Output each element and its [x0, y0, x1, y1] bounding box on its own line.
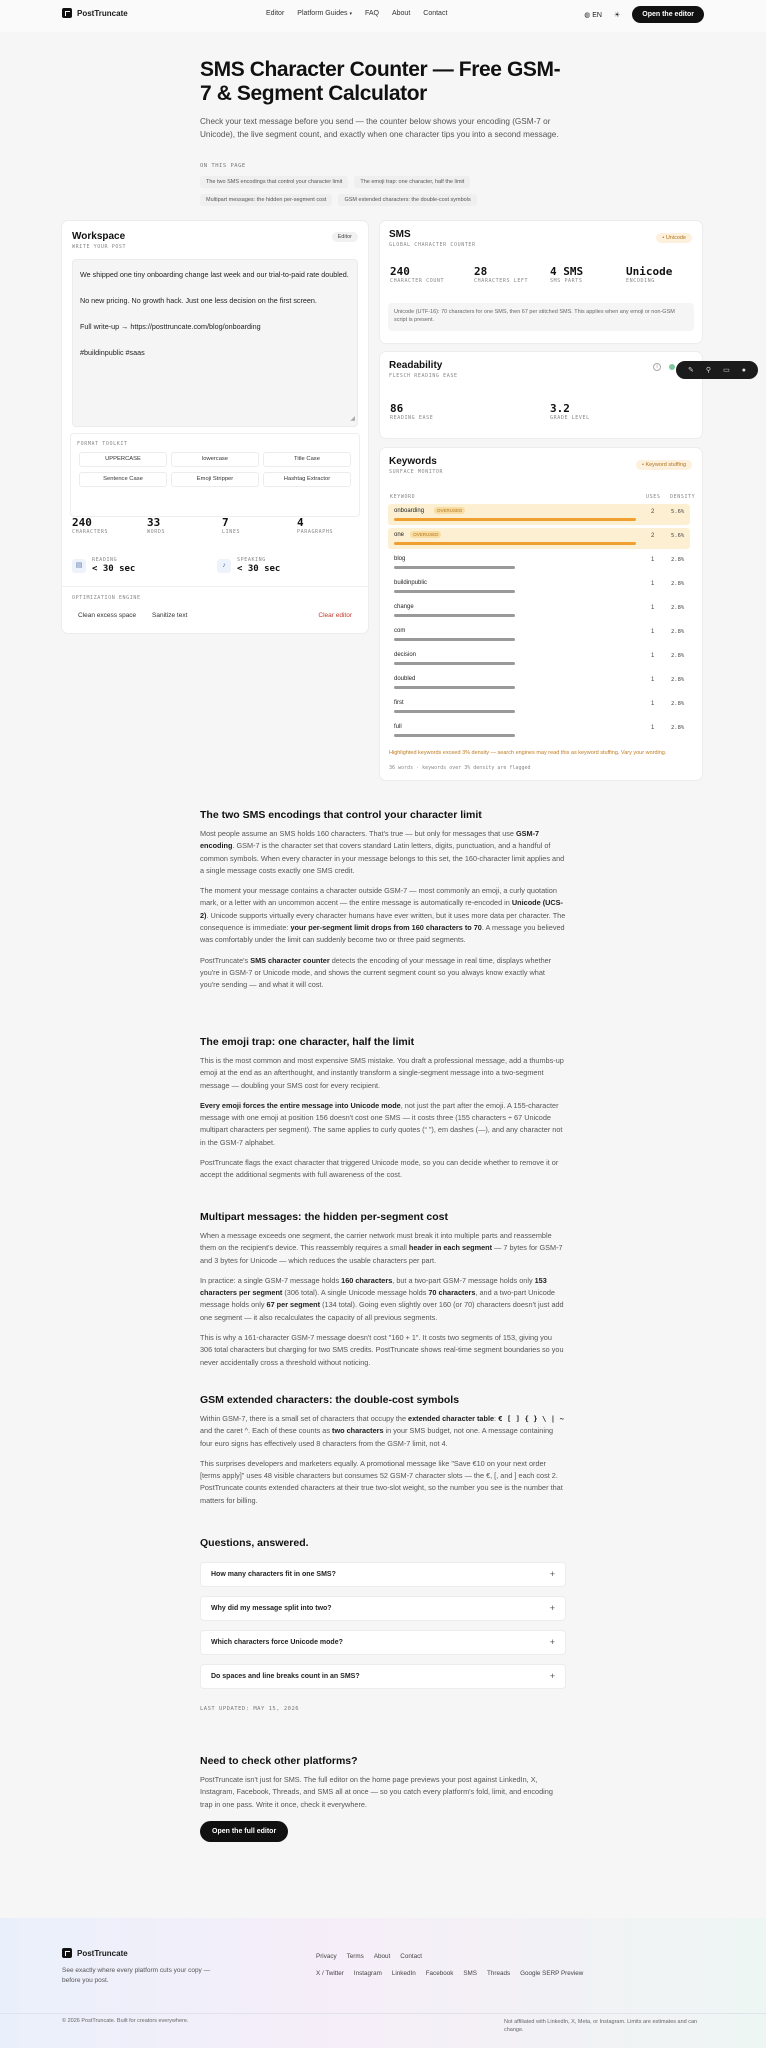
article-section-extended: [200, 1394, 566, 1515]
sms-stat: [550, 265, 583, 284]
post-line: We shipped one tiny onboarding change last week and our trial-to-paid rate doubled.: [80, 270, 349, 279]
stat-label: READING EASE: [390, 415, 434, 421]
section-heading: Multipart messages: the hidden per-segment cost: [200, 1211, 448, 1223]
format-toolkit: [70, 433, 360, 517]
stat-label: CHARACTERS: [72, 529, 109, 535]
stat-value: 4: [297, 516, 304, 529]
paragraph: PostTruncate flags the exact character that triggered Unicode mode, so you can decide whether to remove it or accept the additional segments with full awareness of the cost.: [200, 1158, 559, 1180]
hashtag-extractor-button[interactable]: Hashtag Extractor: [263, 472, 351, 487]
bold-text: extended character table: [408, 1414, 495, 1423]
keyword-density: 2.8%: [671, 701, 685, 707]
resize-handle-icon[interactable]: ◢: [350, 416, 355, 422]
last-updated: LAST UPDATED: MAY 15, 2026: [200, 1706, 300, 1712]
stat-value: 240: [390, 265, 410, 278]
sms-stat: [626, 265, 672, 284]
page-title: SMS Character Counter — Free GSM-7 & Segment Calculator: [200, 58, 561, 105]
text: in your SMS budget, not one. A message containing four euro signs has effectively used 8 characters from the GSM-7 limit, not 4.: [200, 1426, 554, 1448]
post-line: No new pricing. No growth hack. Just one less decision on the first screen.: [80, 296, 317, 305]
toc-link[interactable]: The emoji trap: one character, half the limit: [354, 176, 470, 188]
logo-icon: [62, 8, 72, 18]
stat-value: Unicode: [626, 265, 673, 278]
stat-label: GRADE LEVEL: [550, 415, 590, 421]
stat-label: WORDS: [147, 529, 166, 535]
keyword-word: buildinpublic: [394, 580, 428, 586]
footer-link-google-serp[interactable]: Google SERP Preview: [520, 1970, 584, 1977]
column-keyword: KEYWORD: [390, 494, 416, 500]
post-line-blank: [80, 333, 350, 346]
text: — 7 bytes for GSM-7 and 3 bytes for Unicode — which reduces the usable characters per part.: [200, 1243, 563, 1265]
text: (306 total). A single Unicode message holds: [282, 1288, 429, 1298]
keyword-uses: 1: [651, 653, 655, 659]
article-section-emoji: [200, 1036, 566, 1190]
keyword-density: 2.8%: [671, 677, 685, 683]
bold-text: two characters: [332, 1426, 384, 1436]
cta-text: PostTruncate isn't just for SMS. The full editor on the home page previews your post against LinkedIn, X, Instagram, Facebook, Threads, and SMS all at once — so you catch every platform's fold, limit, and encoding trap in one pass. Write it once, check it everywhere.: [200, 1775, 553, 1809]
toc-link[interactable]: GSM extended characters: the double-cost symbols: [338, 194, 476, 206]
open-full-editor-button[interactable]: Open the full editor: [200, 1821, 288, 1842]
bold-text: header in each segment: [408, 1243, 493, 1253]
workspace-card: [62, 221, 368, 633]
text: . Unicode supports virtually every character humans have ever written, but it uses more data per character. The consequence is immediate:: [200, 910, 566, 933]
unicode-badge: • Unicode: [656, 233, 692, 243]
section-heading: GSM extended characters: the double-cost symbols: [200, 1394, 460, 1406]
stat-label: SMS PARTS: [550, 278, 583, 284]
overused-tag: OVERUSED: [410, 531, 441, 538]
text: The moment your message contains a character outside GSM-7 — most commonly an emoji, a curly quotation mark, or a letter with an uncommon accent — the entire message is automatically re-encoded in: [200, 886, 557, 908]
faq-item[interactable]: [200, 1664, 566, 1689]
bold-text: SMS character counter: [250, 955, 330, 965]
toolbar-link-icon[interactable]: ⚲: [705, 367, 712, 374]
sanitize-text-button[interactable]: Sanitize text: [152, 612, 188, 619]
text: , not just the part after the emoji. A 155-character message with one emoji at position 156 doesn't cost one SMS — it costs three (155 characters ÷ 67 Unicode multipart characters per segment). The same applies to curly quotes (“ ”), em dashes (—), and any character not in the GSM-7 alphabet.: [200, 1100, 563, 1147]
keyword-row: [388, 576, 690, 597]
keyword-row: [388, 672, 690, 693]
nav-link-about[interactable]: About: [391, 10, 411, 17]
clear-editor-button[interactable]: Clear editor: [318, 612, 352, 619]
language-label: EN: [592, 11, 602, 19]
keyword-uses: 2: [651, 509, 655, 515]
post-line: #buildinpublic #saas: [80, 348, 145, 357]
keyword-row: [388, 504, 690, 525]
density-bar: [394, 590, 515, 593]
text: When a message exceeds one segment, the carrier network must break it into multiple parts and reassemble them on the recipient's device. This reassembly requires a small: [200, 1231, 552, 1253]
language-selector[interactable]: [584, 11, 602, 19]
logo-text: PostTruncate: [77, 8, 128, 18]
text: PostTruncate's: [200, 955, 251, 965]
column-density: DENSITY: [670, 494, 696, 500]
section-heading: The two SMS encodings that control your character limit: [200, 809, 482, 821]
floating-toolbar: [676, 361, 758, 379]
nav-link-platform-guides[interactable]: [297, 10, 352, 17]
faq-item[interactable]: [200, 1562, 566, 1587]
keyword-density: 2.8%: [671, 725, 685, 731]
faq-question: Do spaces and line breaks count in an SMS?: [211, 1673, 360, 1680]
keyword-density: 2.8%: [671, 557, 685, 563]
text: . A message you believed was comfortably under the limit can suddenly become two or three paid segments.: [200, 923, 565, 945]
extended-characters: € [ ] { } \ | ~: [498, 1414, 564, 1423]
bold-text: 70 characters: [428, 1288, 476, 1298]
on-this-page-label: ON THIS PAGE: [200, 163, 246, 169]
keyword-row: [388, 696, 690, 717]
paragraph: [200, 955, 566, 992]
paragraph: This is the most common and most expensive SMS mistake. You draft a professional message, add a thumbs-up emoji at the end as an afterthought, and instantly transform a single-segment message into a two-segment message — doubling your SMS cost for every recipient.: [200, 1056, 564, 1090]
bold-text: 160 characters: [341, 1275, 393, 1285]
optimization-label: OPTIMIZATION ENGINE: [72, 595, 141, 601]
faq-item[interactable]: [200, 1630, 566, 1655]
readability-card: [380, 352, 702, 438]
clean-excess-space-button[interactable]: Clean excess space: [78, 612, 137, 619]
toolbar-more-icon[interactable]: ●: [741, 366, 746, 374]
readability-title: Readability: [389, 360, 443, 371]
hero: [200, 58, 570, 141]
workspace-subtitle: WRITE YOUR POST: [72, 244, 127, 250]
paragraph: [200, 1275, 566, 1324]
column-uses: USES: [646, 494, 661, 500]
keyword-word: one: [394, 532, 405, 538]
keywords-card: [380, 448, 702, 780]
top-nav: [0, 0, 766, 32]
keyword-density: 5.6%: [671, 533, 685, 539]
nav-links: [266, 10, 447, 17]
page-intro: Check your text message before you send — the counter below shows your encoding (GSM-7 or Unicode), the live segment count, and exactly when one character tips you into a second message.: [200, 117, 559, 139]
footer-link-about[interactable]: About: [373, 1953, 391, 1960]
overused-tag: OVERUSED: [434, 507, 465, 514]
emoji-stripper-button[interactable]: Emoji Stripper: [171, 472, 259, 487]
table-of-contents: [200, 176, 570, 206]
disclaimer: Not affiliated with LinkedIn, X, Meta, or Instagram. Limits are estimates and can change.: [504, 2019, 698, 2033]
reading-time: [72, 557, 212, 579]
grade-level-stat: [550, 402, 590, 421]
readability-subtitle: FLESCH READING EASE: [389, 373, 458, 379]
footer-logo-text: PostTruncate: [77, 1948, 128, 1958]
article-section-multipart: [200, 1211, 566, 1377]
readability-status-dot: [669, 364, 675, 370]
text: Within GSM-7, there is a small set of characters that occupy the: [200, 1414, 409, 1423]
paragraph: [200, 1413, 566, 1450]
paragraph: [200, 828, 566, 877]
keyword-warning: Highlighted keywords exceed 3% density — search engines may read this as keyword stuffing. Vary your wording.: [389, 750, 667, 756]
footer-links-platforms: [316, 1970, 583, 1977]
toc-link[interactable]: Multipart messages: the hidden per-segment cost: [200, 194, 332, 206]
faq-question: How many characters fit in one SMS?: [211, 1571, 336, 1578]
keyword-word: doubled: [394, 676, 416, 682]
keyword-uses: 1: [651, 605, 655, 611]
density-bar: [394, 686, 515, 689]
speaking-time: [217, 557, 357, 579]
nav-link-editor[interactable]: Editor: [266, 10, 285, 17]
keyword-density: 2.8%: [671, 581, 685, 587]
footer-link-terms[interactable]: Terms: [346, 1953, 364, 1960]
reading-label: READING: [92, 557, 118, 563]
paragraph: [200, 1100, 566, 1149]
toc-link[interactable]: The two SMS encodings that control your character limit: [200, 176, 348, 188]
sms-subtitle: GLOBAL CHARACTER COUNTER: [389, 242, 476, 248]
workspace-stats: [72, 516, 362, 552]
sentence-case-button[interactable]: Sentence Case: [79, 472, 167, 487]
keyword-density: 2.8%: [671, 629, 685, 635]
speaking-label: SPEAKING: [237, 557, 266, 563]
faq-question: Which characters force Unicode mode?: [211, 1639, 343, 1646]
bold-text: 153 characters per segment: [200, 1275, 547, 1298]
text: In practice: a single GSM-7 message holds: [200, 1275, 342, 1285]
keyword-row: [388, 552, 690, 573]
logo[interactable]: [62, 8, 128, 18]
faq-title: Questions, answered.: [200, 1537, 309, 1549]
keyword-row: [388, 648, 690, 669]
keyword-footer: 36 words · keywords over 3% density are flagged: [389, 765, 531, 771]
density-bar: [394, 710, 515, 713]
density-bar: [394, 566, 515, 569]
text: detects the encoding of your message in real time, displays whether you're in GSM-7 or Unicode mode, and shows the current segment count so you always know exactly what you're sending — and what it will cost.: [200, 955, 552, 990]
sms-stat: [390, 265, 444, 284]
stat-value: 33: [147, 516, 161, 529]
density-bar: [394, 614, 515, 617]
footer-link-instagram[interactable]: Instagram: [353, 1970, 382, 1977]
footer: [0, 1918, 766, 2048]
theme-toggle-icon[interactable]: ☀: [613, 11, 621, 19]
keyword-word: decision: [394, 652, 417, 658]
plus-icon: +: [549, 1671, 555, 1681]
stat-label: ENCODING: [626, 278, 655, 284]
keyword-uses: 1: [651, 557, 655, 563]
stat-value: 4 SMS: [550, 265, 584, 278]
post-line-blank: [80, 307, 350, 320]
stat-characters: [72, 516, 108, 535]
post-line: Full write-up → https://posttruncate.com/blog/onboarding: [80, 322, 261, 331]
keyword-row: [388, 720, 690, 741]
editor-badge: Editor: [332, 232, 358, 242]
nav-link-faq[interactable]: FAQ: [364, 10, 379, 17]
stat-value: 28: [474, 265, 488, 278]
keyword-word: change: [394, 604, 414, 610]
uppercase-button[interactable]: UPPERCASE: [79, 452, 167, 467]
text: , and a two-part Unicode message holds only: [200, 1288, 555, 1310]
bold-text: Unicode (UCS-2): [200, 898, 563, 920]
lowercase-button[interactable]: lowercase: [171, 452, 259, 467]
bold-text: your per-segment limit drops from 160 characters to 70: [290, 923, 482, 933]
paragraph: [200, 1230, 566, 1267]
keyword-word: com: [394, 628, 406, 634]
copyright: © 2026 PostTruncate. Built for creators everywhere.: [62, 2018, 189, 2024]
footer-links-primary: [316, 1953, 422, 1960]
stat-words: [147, 516, 165, 535]
keyword-word: full: [394, 724, 402, 730]
toolbar-edit-icon[interactable]: ✎: [688, 367, 694, 374]
footer-link-x[interactable]: X / Twitter: [316, 1970, 344, 1977]
text: :: [494, 1414, 499, 1423]
footer-link-linkedin[interactable]: LinkedIn: [391, 1970, 416, 1977]
stat-label: CHARACTER COUNT: [390, 278, 445, 284]
keyword-uses: 1: [651, 629, 655, 635]
nav-link-contact[interactable]: Contact: [423, 10, 448, 17]
title-case-button[interactable]: Title Case: [263, 452, 351, 467]
post-textarea[interactable]: [72, 259, 358, 427]
encoding-note: Unicode (UTF-16): 70 characters for one SMS, then 67 per stitched SMS. This applies when any emoji or non-GSM script is present.: [388, 303, 694, 331]
stat-value: 3.2: [550, 402, 570, 415]
paragraph: This surprises developers and marketers equally. A promotional message like "Save €10 on your next order [terms apply]" uses 48 visible characters but consumes 52 GSM-7 character slots — the €, [, and ] each cost 2. PostTruncate counts extended characters at their true two-slot weight, so the number you see is the number that matters for billing.: [200, 1458, 563, 1505]
keyword-row: [388, 624, 690, 645]
keyword-word: blog: [394, 556, 406, 562]
keyword-density: 2.8%: [671, 653, 685, 659]
keyword-uses: 1: [651, 677, 655, 683]
nav-right: [584, 6, 704, 23]
density-bar: [394, 734, 515, 737]
article-section-encodings: [200, 809, 566, 1000]
keywords-title: Keywords: [389, 456, 437, 467]
stat-value: 86: [390, 402, 404, 415]
text: and the caret ^. Each of these counts as: [200, 1426, 333, 1436]
bold-text: 67 per segment: [266, 1300, 321, 1310]
bold-text: Every emoji forces the entire message into Unicode mode: [200, 1100, 401, 1110]
stat-lines: [222, 516, 240, 535]
section-heading: The emoji trap: one character, half the limit: [200, 1036, 415, 1048]
logo-icon: [62, 1948, 72, 1958]
footer-tagline: See exactly where every platform cuts your copy — before you post.: [62, 1967, 211, 1984]
footer-logo[interactable]: [62, 1948, 128, 1958]
text: , but a two-part GSM-7 message holds only: [392, 1275, 535, 1285]
keyword-uses: 1: [651, 581, 655, 587]
density-bar: [394, 542, 636, 545]
nav-link-platform-guides-label: Platform Guides: [297, 10, 348, 17]
paragraph: This is why a 161-character GSM-7 message doesn't cost "160 + 1". It costs two segments of 153, giving you 306 total characters but charging for two SMS credits. PostTruncate shows real-time segment boundaries so you never accidentally cross a threshold without noticing.: [200, 1333, 564, 1367]
text: (134 total). Going even slightly over 160 (or 70) characters doesn't just add one segment — it also recalculates the capacity of all previous segments.: [200, 1300, 564, 1322]
stat-paragraphs: [297, 516, 333, 535]
keyword-word: onboarding: [394, 508, 425, 514]
stat-label: PARAGRAPHS: [297, 529, 334, 535]
keyword-row: [388, 528, 690, 549]
footer-divider: [0, 2013, 766, 2014]
cta-section: [200, 1755, 566, 1842]
footer-link-privacy[interactable]: Privacy: [316, 1953, 337, 1960]
cta-title: Need to check other platforms?: [200, 1755, 358, 1767]
density-bar: [394, 518, 636, 521]
plus-icon: +: [549, 1637, 555, 1647]
microphone-icon: ♪: [217, 559, 231, 573]
plus-icon: +: [549, 1569, 555, 1579]
open-editor-button[interactable]: Open the editor: [632, 6, 704, 23]
bold-text: GSM-7 encoding: [200, 829, 540, 851]
footer-link-sms[interactable]: SMS: [463, 1970, 478, 1977]
density-bar: [394, 662, 515, 665]
keyword-uses: 2: [651, 533, 655, 539]
toolbar-tag-icon[interactable]: ▭: [723, 367, 730, 374]
text: . GSM-7 is the character set that covers standard Latin letters, digits, punctuation, and a handful of common symbols. When every character in your message belongs to this set, the 160-character limit applies and a single message costs exactly one SMS credit.: [200, 841, 565, 875]
format-toolkit-label: FORMAT TOOLKIT: [77, 441, 128, 447]
speaking-value: < 30 sec: [237, 564, 281, 574]
faq-question: Why did my message split into two?: [211, 1605, 332, 1612]
text: Most people assume an SMS holds 160 characters. That's true — but only for messages that use: [200, 829, 516, 838]
stat-label: CHARACTERS LEFT: [474, 278, 529, 284]
keyword-uses: 1: [651, 701, 655, 707]
density-bar: [394, 638, 515, 641]
footer-link-threads[interactable]: Threads: [487, 1970, 511, 1977]
keyword-uses: 1: [651, 725, 655, 731]
footer-link-facebook[interactable]: Facebook: [425, 1970, 454, 1977]
book-icon: ▤: [72, 559, 86, 573]
stat-value: 240: [72, 516, 92, 529]
paragraph: [200, 885, 566, 946]
stat-value: 7: [222, 516, 229, 529]
sms-stats: [390, 265, 694, 301]
sms-stat: [474, 265, 528, 284]
keyword-density: 2.8%: [671, 605, 685, 611]
keyword-stuffing-badge: • Keyword stuffing: [636, 460, 692, 470]
info-icon[interactable]: i: [653, 363, 661, 371]
sms-card: [380, 221, 702, 343]
reading-ease-stat: [390, 402, 433, 421]
globe-icon: ◍: [584, 11, 591, 19]
keywords-subtitle: SURFACE MONITOR: [389, 469, 444, 475]
keyword-density: 5.6%: [671, 509, 685, 515]
keyword-row: [388, 600, 690, 621]
post-line-blank: [80, 281, 350, 294]
reading-value: < 30 sec: [92, 564, 136, 574]
keyword-word: first: [394, 700, 404, 706]
plus-icon: +: [549, 1603, 555, 1613]
chevron-down-icon: ▾: [349, 11, 352, 17]
workspace-title: Workspace: [72, 231, 126, 242]
footer-link-contact[interactable]: Contact: [400, 1953, 422, 1960]
sms-title: SMS: [389, 229, 411, 240]
stat-label: LINES: [222, 529, 241, 535]
divider: [62, 586, 368, 587]
faq-item[interactable]: [200, 1596, 566, 1621]
